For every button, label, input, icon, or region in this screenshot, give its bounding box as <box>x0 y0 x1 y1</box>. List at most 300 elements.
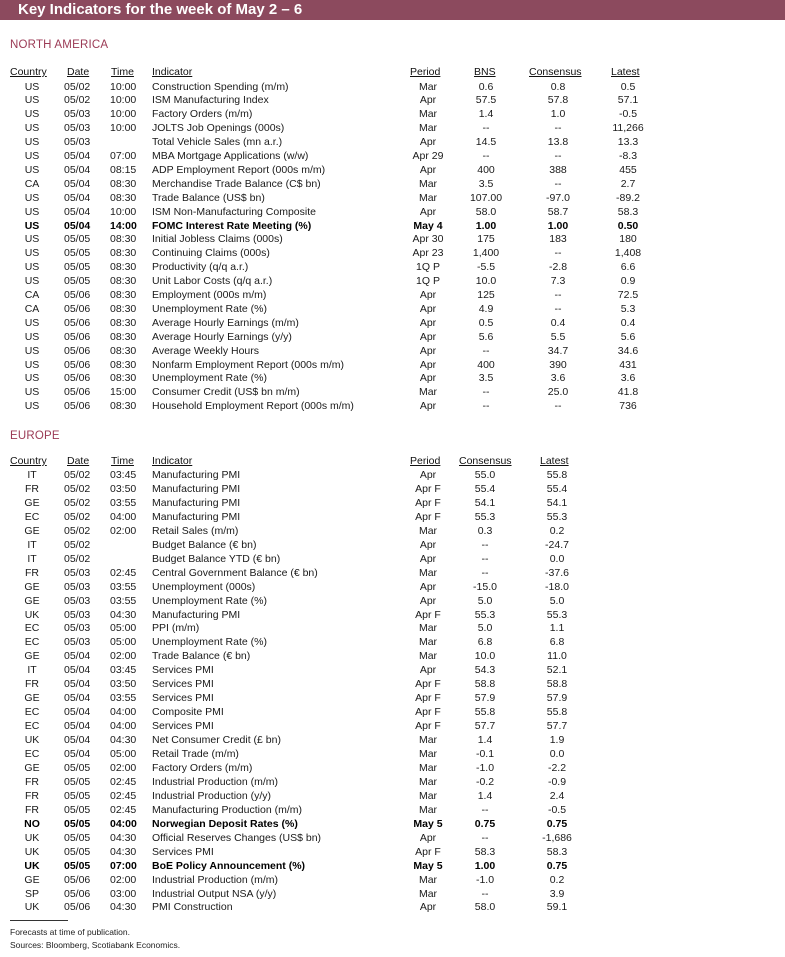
cell-consensus: 58.0 <box>474 901 496 914</box>
cell-date: 05/05 <box>64 831 91 844</box>
cell-period: Apr <box>419 901 437 914</box>
cell-consensus: 10.0 <box>474 650 496 663</box>
cell-country: FR <box>25 789 39 802</box>
table-row <box>0 288 785 302</box>
cell-latest: 736 <box>619 400 637 413</box>
table-row <box>0 524 785 538</box>
cell-period: Apr <box>419 358 437 371</box>
cell-country: US <box>24 150 40 162</box>
cell-latest: 58.8 <box>546 678 568 691</box>
cell-time: 08:30 <box>110 344 137 357</box>
cell-latest: 3.6 <box>620 372 636 385</box>
cell-indicator: Consumer Credit (US$ bn m/m) <box>152 386 300 399</box>
cell-time: 03:55 <box>110 594 137 607</box>
table-row <box>0 621 785 635</box>
cell-period: Mar <box>418 761 438 774</box>
cell-period: Apr <box>419 163 437 176</box>
cell-latest: 0.9 <box>620 275 636 288</box>
table-row <box>0 775 785 789</box>
cell-bns: 107.00 <box>469 191 503 204</box>
cell-bns: 10.0 <box>475 275 497 288</box>
header-country: Country <box>10 66 47 78</box>
cell-consensus: -- <box>481 803 489 816</box>
cell-latest: -1,686 <box>542 831 572 844</box>
table-row <box>0 191 785 205</box>
table-row <box>0 149 785 163</box>
cell-date: 05/05 <box>64 845 91 858</box>
cell-period: Apr <box>419 552 437 565</box>
cell-country: GE <box>24 692 40 705</box>
cell-date: 05/04 <box>64 163 91 176</box>
cell-consensus: -2.8 <box>548 261 568 274</box>
table-row <box>0 552 785 566</box>
cell-consensus: 55.8 <box>474 706 496 719</box>
cell-period: Mar <box>418 524 438 537</box>
cell-indicator: Retail Sales (m/m) <box>152 524 239 537</box>
cell-time: 04:00 <box>110 720 137 733</box>
table-row <box>0 177 785 191</box>
cell-country: IT <box>27 552 37 565</box>
cell-period: Apr F <box>415 678 441 691</box>
table-row <box>0 594 785 608</box>
table-row <box>0 371 785 385</box>
cell-date: 05/04 <box>64 191 91 204</box>
cell-consensus: 0.4 <box>550 316 566 329</box>
cell-indicator: Manufacturing PMI <box>152 482 241 495</box>
cell-indicator: Industrial Output NSA (y/y) <box>152 887 277 900</box>
cell-indicator: Trade Balance (US$ bn) <box>152 191 265 204</box>
cell-period: Apr <box>419 538 437 551</box>
cell-country: EC <box>24 706 40 719</box>
cell-date: 05/02 <box>64 496 91 509</box>
table-row <box>0 733 785 747</box>
cell-time: 03:55 <box>110 496 137 509</box>
cell-time: 08:30 <box>110 302 137 315</box>
cell-country: US <box>24 386 40 399</box>
cell-time: 04:00 <box>110 706 137 719</box>
cell-bns: -- <box>482 400 490 413</box>
cell-time: 07:00 <box>110 150 137 162</box>
cell-time: 08:30 <box>110 191 137 204</box>
cell-time: 08:30 <box>110 233 137 246</box>
cell-date: 05/06 <box>64 316 91 329</box>
cell-period: Apr F <box>415 482 441 495</box>
cell-bns: 3.5 <box>478 372 494 385</box>
cell-period: Apr <box>419 831 437 844</box>
cell-time: 08:30 <box>110 289 137 301</box>
cell-country: UK <box>24 901 40 914</box>
cell-period: Mar <box>418 636 438 649</box>
cell-time: 02:45 <box>110 789 137 802</box>
cell-latest: 11,266 <box>612 122 644 135</box>
cell-country: NO <box>24 817 40 830</box>
cell-date: 05/04 <box>64 177 91 190</box>
cell-latest: 1.9 <box>549 734 565 747</box>
table-row <box>0 344 785 358</box>
cell-date: 05/03 <box>64 122 91 135</box>
cell-indicator: Industrial Production (y/y) <box>152 789 272 802</box>
cell-latest: -2.2 <box>547 761 567 774</box>
cell-time: 04:30 <box>110 845 137 858</box>
cell-bns: 1.4 <box>478 108 494 121</box>
cell-bns: 5.6 <box>478 330 494 343</box>
cell-bns: 1.00 <box>475 219 497 232</box>
page-title: Key Indicators for the week of May 2 – 6 <box>18 1 303 18</box>
cell-indicator: Average Hourly Earnings (y/y) <box>152 330 292 343</box>
cell-date: 05/06 <box>64 400 91 413</box>
table-row <box>0 705 785 719</box>
cell-indicator: BoE Policy Announcement (%) <box>152 859 306 872</box>
cell-date: 05/02 <box>64 80 91 93</box>
header-latest: Latest <box>611 66 640 78</box>
cell-indicator: Services PMI <box>152 678 214 691</box>
cell-country: US <box>24 219 40 232</box>
cell-period: Apr F <box>415 706 441 719</box>
cell-time: 08:30 <box>110 247 137 260</box>
cell-date: 05/03 <box>64 108 91 121</box>
cell-time: 10:00 <box>110 122 137 135</box>
table-row <box>0 358 785 372</box>
cell-consensus: 57.8 <box>547 94 569 107</box>
cell-indicator: Manufacturing Production (m/m) <box>152 803 302 816</box>
header-consensus: Consensus <box>459 455 512 467</box>
cell-indicator: Industrial Production (m/m) <box>152 775 279 788</box>
cell-time: 08:30 <box>110 316 137 329</box>
table-row <box>0 316 785 330</box>
cell-period: Apr <box>419 316 437 329</box>
cell-time: 08:15 <box>110 163 137 176</box>
cell-bns: 14.5 <box>475 136 497 149</box>
table-row <box>0 691 785 705</box>
cell-time: 02:45 <box>110 566 137 579</box>
cell-consensus: 58.7 <box>547 205 569 218</box>
cell-consensus: -0.2 <box>475 775 495 788</box>
cell-country: FR <box>25 482 39 495</box>
cell-latest: 5.3 <box>620 302 636 315</box>
cell-period: Mar <box>418 622 438 635</box>
cell-consensus: -- <box>481 552 489 565</box>
cell-date: 05/02 <box>64 538 91 551</box>
cell-date: 05/02 <box>64 469 91 481</box>
cell-consensus: 55.4 <box>474 482 496 495</box>
cell-indicator: Nonfarm Employment Report (000s m/m) <box>152 358 344 371</box>
cell-country: GE <box>24 650 40 663</box>
cell-bns: -5.5 <box>476 261 496 274</box>
cell-time: 03:45 <box>110 664 137 677</box>
cell-consensus: 1.00 <box>474 859 496 872</box>
cell-consensus: 58.3 <box>474 845 496 858</box>
cell-latest: 2.4 <box>549 789 565 802</box>
cell-latest: 6.8 <box>549 636 565 649</box>
cell-time: 02:00 <box>110 873 137 886</box>
cell-bns: 0.6 <box>478 80 494 93</box>
cell-consensus: -- <box>554 150 562 162</box>
header-period: Period <box>410 455 441 467</box>
cell-indicator: Budget Balance YTD (€ bn) <box>152 552 281 565</box>
cell-latest: 0.75 <box>546 859 568 872</box>
cell-consensus: -- <box>554 247 562 260</box>
cell-indicator: FOMC Interest Rate Meeting (%) <box>152 219 312 232</box>
cell-time: 04:00 <box>110 510 137 523</box>
cell-time: 04:30 <box>110 901 137 914</box>
table-row <box>0 608 785 622</box>
cell-period: Mar <box>418 748 438 760</box>
cell-date: 05/06 <box>64 289 91 301</box>
cell-consensus: 5.5 <box>550 330 566 343</box>
cell-indicator: PMI Construction <box>152 901 233 914</box>
cell-date: 05/06 <box>64 302 91 315</box>
cell-latest: -0.9 <box>547 775 567 788</box>
cell-period: Apr <box>419 136 437 149</box>
cell-date: 05/04 <box>64 678 91 691</box>
cell-time: 02:00 <box>110 761 137 774</box>
cell-latest: 455 <box>619 163 637 176</box>
cell-date: 05/04 <box>64 650 91 663</box>
cell-consensus: -97.0 <box>546 191 570 204</box>
cell-latest: 0.4 <box>620 316 636 329</box>
cell-time: 14:00 <box>110 219 137 232</box>
cell-indicator: Merchandise Trade Balance (C$ bn) <box>152 177 321 190</box>
cell-date: 05/05 <box>64 789 91 802</box>
cell-latest: 54.1 <box>546 496 568 509</box>
cell-latest: 5.6 <box>620 330 636 343</box>
table-row <box>0 803 785 817</box>
cell-date: 05/05 <box>64 859 91 872</box>
cell-date: 05/04 <box>64 219 91 232</box>
cell-country: FR <box>25 678 39 691</box>
cell-indicator: Employment (000s m/m) <box>152 289 267 301</box>
header-latest: Latest <box>540 455 569 467</box>
cell-date: 05/05 <box>64 233 91 246</box>
cell-period: Apr <box>419 205 437 218</box>
table-row <box>0 302 785 316</box>
cell-latest: 52.1 <box>546 664 568 677</box>
cell-country: SP <box>24 887 40 900</box>
cell-country: UK <box>24 845 40 858</box>
header-country: Country <box>10 455 47 467</box>
cell-consensus: 1.0 <box>550 108 566 121</box>
cell-country: EC <box>24 748 40 760</box>
table-row <box>0 887 785 901</box>
cell-consensus: 7.3 <box>550 275 566 288</box>
table-row <box>0 260 785 274</box>
cell-time: 02:00 <box>110 650 137 663</box>
cell-country: IT <box>27 469 37 481</box>
cell-date: 05/06 <box>64 386 91 399</box>
cell-date: 05/06 <box>64 887 91 900</box>
cell-bns: 400 <box>477 163 495 176</box>
cell-latest: 57.7 <box>546 720 568 733</box>
cell-consensus: 5.0 <box>477 594 493 607</box>
cell-period: Mar <box>418 122 438 135</box>
cell-period: Apr <box>419 594 437 607</box>
cell-time: 02:45 <box>110 803 137 816</box>
cell-country: IT <box>27 538 37 551</box>
cell-period: Apr F <box>415 845 441 858</box>
table-row <box>0 538 785 552</box>
cell-period: Mar <box>418 80 438 93</box>
cell-consensus: 0.3 <box>477 524 493 537</box>
cell-consensus: 55.3 <box>474 510 496 523</box>
cell-country: US <box>24 316 40 329</box>
cell-date: 05/02 <box>64 510 91 523</box>
table-row <box>0 900 785 914</box>
cell-indicator: Retail Trade (m/m) <box>152 748 239 760</box>
cell-country: CA <box>24 177 40 190</box>
cell-period: Apr F <box>415 692 441 705</box>
header-date: Date <box>67 455 90 467</box>
cell-latest: -0.5 <box>618 108 638 121</box>
cell-date: 05/04 <box>64 664 91 677</box>
cell-country: US <box>24 122 40 135</box>
cell-indicator: Unit Labor Costs (q/q a.r.) <box>152 275 273 288</box>
cell-indicator: PPI (m/m) <box>152 622 200 635</box>
cell-indicator: Services PMI <box>152 692 214 705</box>
cell-bns: 125 <box>477 289 495 301</box>
cell-time: 08:30 <box>110 177 137 190</box>
cell-country: US <box>24 400 40 413</box>
cell-consensus: 388 <box>549 163 567 176</box>
cell-country: US <box>24 94 40 107</box>
table-row <box>0 163 785 177</box>
cell-consensus: -- <box>554 400 562 413</box>
cell-indicator: Composite PMI <box>152 706 224 719</box>
cell-period: Apr F <box>415 608 441 621</box>
cell-latest: 3.9 <box>549 887 565 900</box>
cell-latest: 0.50 <box>617 219 639 232</box>
cell-latest: 180 <box>619 233 637 246</box>
cell-period: Mar <box>418 873 438 886</box>
table-row <box>0 482 785 496</box>
table-row <box>0 817 785 831</box>
cell-period: Mar <box>418 887 438 900</box>
table-row <box>0 649 785 663</box>
table-row <box>0 274 785 288</box>
cell-period: May 5 <box>413 817 443 830</box>
cell-time: 03:55 <box>110 692 137 705</box>
cell-date: 05/03 <box>64 636 91 649</box>
table-row <box>0 789 785 803</box>
cell-time: 03:50 <box>110 678 137 691</box>
cell-period: Apr <box>419 580 437 593</box>
cell-indicator: MBA Mortgage Applications (w/w) <box>152 150 309 162</box>
cell-indicator: Manufacturing PMI <box>152 469 241 481</box>
cell-latest: 6.6 <box>620 261 636 274</box>
cell-time: 04:30 <box>110 831 137 844</box>
cell-period: Mar <box>418 803 438 816</box>
cell-country: US <box>24 247 40 260</box>
cell-latest: -0.5 <box>547 803 567 816</box>
cell-consensus: 0.8 <box>550 80 566 93</box>
header-date: Date <box>67 66 90 78</box>
cell-indicator: Total Vehicle Sales (mn a.r.) <box>152 136 283 149</box>
cell-indicator: Unemployment (000s) <box>152 580 256 593</box>
cell-latest: 41.8 <box>617 386 639 399</box>
table-row <box>0 385 785 399</box>
cell-period: Apr F <box>415 510 441 523</box>
cell-period: Apr <box>419 330 437 343</box>
cell-date: 05/04 <box>64 720 91 733</box>
cell-country: EC <box>24 636 40 649</box>
cell-time: 05:00 <box>110 622 137 635</box>
cell-bns: 1,400 <box>472 247 500 260</box>
cell-consensus: 5.0 <box>477 622 493 635</box>
cell-country: US <box>24 80 40 93</box>
cell-consensus: 390 <box>549 358 567 371</box>
cell-country: US <box>24 275 40 288</box>
cell-period: Apr <box>419 372 437 385</box>
title-banner <box>0 0 785 20</box>
cell-period: Mar <box>418 650 438 663</box>
cell-consensus: 57.7 <box>474 720 496 733</box>
cell-country: EC <box>24 720 40 733</box>
cell-period: Apr <box>419 344 437 357</box>
header-bns: BNS <box>474 66 496 78</box>
cell-latest: 55.3 <box>546 510 568 523</box>
table-row <box>0 761 785 775</box>
cell-latest: 13.3 <box>617 136 639 149</box>
footnote-sources: Sources: Bloomberg, Scotiabank Economics. <box>10 940 181 950</box>
table-row <box>0 496 785 510</box>
cell-consensus: -15.0 <box>473 580 497 593</box>
table-row <box>0 719 785 733</box>
cell-indicator: Continuing Claims (000s) <box>152 247 270 260</box>
header-consensus: Consensus <box>529 66 582 78</box>
cell-time: 02:00 <box>110 524 137 537</box>
cell-time: 05:00 <box>110 636 137 649</box>
cell-period: Apr <box>419 469 437 481</box>
cell-date: 05/06 <box>64 330 91 343</box>
cell-time: 08:30 <box>110 358 137 371</box>
cell-latest: 57.9 <box>546 692 568 705</box>
cell-date: 05/06 <box>64 873 91 886</box>
cell-date: 05/03 <box>64 594 91 607</box>
section-title-north-america: NORTH AMERICA <box>10 39 109 51</box>
cell-latest: 0.75 <box>546 817 568 830</box>
header-indicator: Indicator <box>152 455 193 467</box>
cell-latest: 0.5 <box>620 80 636 93</box>
cell-indicator: Manufacturing PMI <box>152 510 241 523</box>
cell-period: Apr 30 <box>412 233 444 246</box>
cell-date: 05/05 <box>64 803 91 816</box>
table-row <box>0 93 785 107</box>
table-row <box>0 330 785 344</box>
section-title-europe: EUROPE <box>10 430 60 442</box>
cell-date: 05/05 <box>64 261 91 274</box>
cell-consensus: 54.1 <box>474 496 496 509</box>
cell-consensus: 1.4 <box>477 734 493 747</box>
cell-latest: 34.6 <box>617 344 639 357</box>
cell-consensus: 183 <box>549 233 567 246</box>
cell-latest: 0.2 <box>549 524 565 537</box>
cell-date: 05/03 <box>64 566 91 579</box>
cell-country: US <box>24 163 40 176</box>
cell-time: 10:00 <box>110 108 137 121</box>
cell-consensus: -- <box>481 831 489 844</box>
cell-time: 04:30 <box>110 608 137 621</box>
cell-latest: 431 <box>619 358 637 371</box>
cell-latest: 59.1 <box>546 901 568 914</box>
cell-period: Mar <box>418 108 438 121</box>
table-row <box>0 246 785 260</box>
cell-country: GE <box>24 580 40 593</box>
table-row <box>0 677 785 691</box>
cell-date: 05/04 <box>64 150 91 162</box>
cell-country: GE <box>24 594 40 607</box>
cell-country: EC <box>24 622 40 635</box>
cell-indicator: Household Employment Report (000s m/m) <box>152 400 354 413</box>
cell-latest: 55.3 <box>546 608 568 621</box>
